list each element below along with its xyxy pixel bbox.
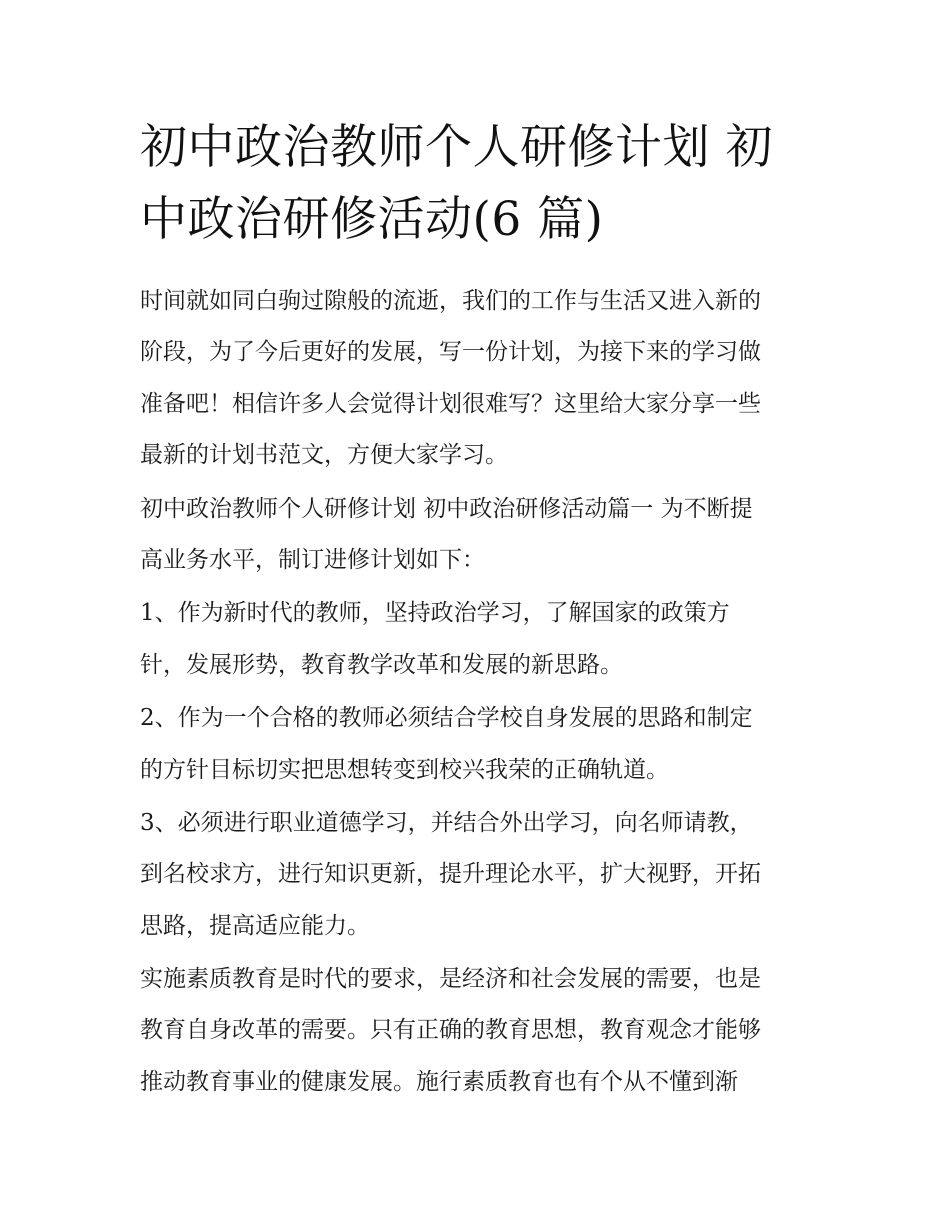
- text-line: 实施素质教育是时代的要求，是经济和社会发展的需要，也是: [140, 966, 761, 993]
- text-line: 到名校求方，进行知识更新，提升理论水平，扩大视野，开拓: [140, 861, 761, 888]
- text-line: 高业务水平，制订进修计划如下：: [140, 546, 485, 573]
- text-line: 针，发展形势，教育教学改革和发展的新思路。: [140, 651, 623, 678]
- text-line: 的方针目标切实把思想转变到校兴我荣的正确轨道。: [140, 756, 669, 783]
- text-line: 时间就如同白驹过隙般的流逝，我们的工作与生活又进入新的: [140, 288, 761, 314]
- text-line: 思路，提高适应能力。: [140, 912, 370, 939]
- text-line: 3、必须进行职业道德学习，并结合外出学习，向名师请教，: [140, 809, 753, 836]
- title-line: 中政治研修活动(6 篇): [140, 192, 604, 247]
- document-body: [140, 276, 830, 1110]
- title-line: 初中政治教师个人研修计划 初: [140, 120, 773, 175]
- paragraph-intro: [140, 276, 830, 482]
- paragraph-item-3: [140, 798, 830, 952]
- paragraph-item-1: [140, 588, 830, 691]
- text-line: 1、作为新时代的教师，坚持政治学习，了解国家的政策方: [140, 600, 730, 627]
- text-line: 初中政治教师个人研修计划 初中政治研修活动篇一 为不断提: [140, 495, 753, 522]
- text-line: 推动教育事业的健康发展。施行素质教育也有个从不懂到渐: [140, 1068, 738, 1095]
- text-line: 教育自身改革的需要。只有正确的教育思想，教育观念才能够: [140, 1017, 761, 1044]
- paragraph-item-2: [140, 693, 830, 796]
- paragraph-quality-education: [140, 954, 830, 1108]
- text-line: 阶段，为了今后更好的发展，写一份计划，为接下来的学习做: [140, 339, 761, 366]
- document-title: [140, 112, 820, 256]
- text-line: 最新的计划书范文，方便大家学习。: [140, 442, 508, 469]
- paragraph-section-heading: [140, 484, 830, 587]
- text-line: 2、作为一个合格的教师必须结合学校自身发展的思路和制定: [140, 705, 753, 732]
- text-line: 准备吧！相信许多人会觉得计划很难写？这里给大家分享一些: [140, 390, 761, 417]
